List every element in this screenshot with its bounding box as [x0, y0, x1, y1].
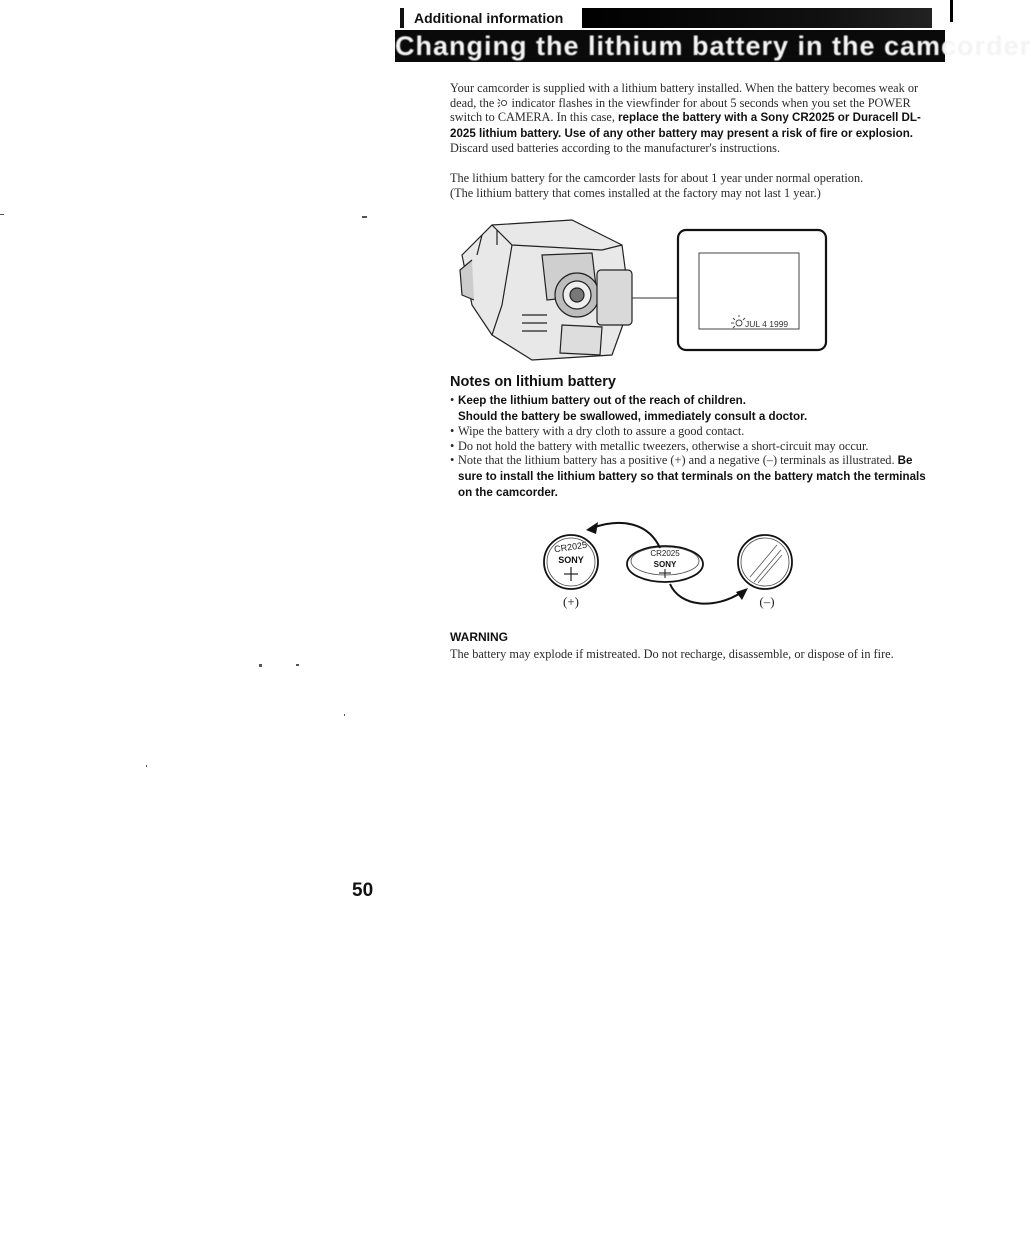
- battery-front-icon: [544, 535, 598, 589]
- camcorder-illustration: [452, 215, 832, 365]
- battery-model-label: CR2025: [553, 539, 588, 555]
- note-item: • Wipe the battery with a dry cloth to assure a good contact.: [450, 424, 935, 439]
- intro-text-start: Your camcorder is supplied with a lithium battery installed. When the battery becomes weak or dead, the: [450, 81, 919, 110]
- viewfinder-date: JUL 4 1999: [745, 319, 789, 329]
- note-item: • Do not hold the battery with metallic tweezers, otherwise a short-circuit may occur.: [450, 439, 935, 454]
- battery-back-icon: [738, 535, 792, 589]
- battery-illustration: [530, 512, 810, 617]
- warning-heading: WARNING: [450, 630, 508, 644]
- battery-brand-label: SONY: [558, 555, 584, 565]
- battery-model-label-tilted: CR2025: [650, 549, 680, 558]
- page-edge-mark: [950, 0, 953, 22]
- chapter-title: Changing the lithium battery in the camcorder: [395, 31, 1031, 61]
- scan-speck: [362, 216, 367, 218]
- note-item: [450, 453, 935, 500]
- scan-speck: [296, 664, 299, 666]
- scan-speck: [259, 664, 262, 667]
- battery-tilted-icon: [627, 546, 703, 582]
- intro-bold-warning: replace the battery with a Sony CR2025 or Duracell DL-2025 lithium battery. Use of any other battery may present a risk of fire or explosion.: [450, 111, 921, 140]
- arrow-head-bottom: [736, 588, 748, 600]
- camcorder-body-icon: [460, 220, 632, 360]
- scan-speck: [344, 714, 345, 716]
- intro-text-mid: indicator flashes in the viewfinder for about 5 seconds when you set the POWER switch to CAMERA. In this case,: [450, 95, 911, 124]
- scan-speck: [0, 214, 4, 215]
- battery-brand-label-tilted: SONY: [653, 560, 677, 569]
- battery-life-paragraph: [450, 171, 935, 200]
- notes-list: [450, 393, 935, 500]
- note-terminals-text: Note that the lithium battery has a positive (+) and a negative (–) terminals as illustrated.: [458, 453, 898, 468]
- section-label: Additional information: [400, 8, 569, 28]
- battery-indicator-icon: [497, 96, 511, 110]
- notes-heading: Notes on lithium battery: [450, 374, 616, 390]
- note-terminals-bold: Be sure to install the lithium battery so that terminals on the battery match the terminals on the camcorder.: [458, 454, 926, 499]
- arrow-head-top: [586, 522, 598, 534]
- warning-text: The battery may explode if mistreated. Do not recharge, disassemble, or dispose of in fire.: [450, 647, 894, 661]
- viewfinder-frame: [678, 230, 826, 350]
- positive-terminal-label: (+): [563, 594, 579, 609]
- negative-terminal-label: (–): [759, 594, 775, 609]
- intro-text-end: Discard used batteries according to the manufacturer's instructions.: [450, 141, 781, 155]
- note-item: [450, 393, 935, 424]
- scan-speck: [146, 765, 147, 767]
- battery-life-text: The lithium battery for the camcorder lasts for about 1 year under normal operation.: [450, 171, 864, 185]
- page-number: 50: [352, 880, 374, 901]
- header-bar-top: [582, 8, 932, 28]
- note-swallow-warning: Should the battery be swallowed, immediately consult a doctor.: [458, 409, 808, 423]
- note-children-warning: Keep the lithium battery out of the reach of children.: [458, 394, 746, 407]
- factory-battery-note: (The lithium battery that comes installed at the factory may not last 1 year.): [450, 185, 821, 200]
- chapter-title-bar: [395, 30, 1031, 62]
- intro-paragraph: [450, 81, 935, 156]
